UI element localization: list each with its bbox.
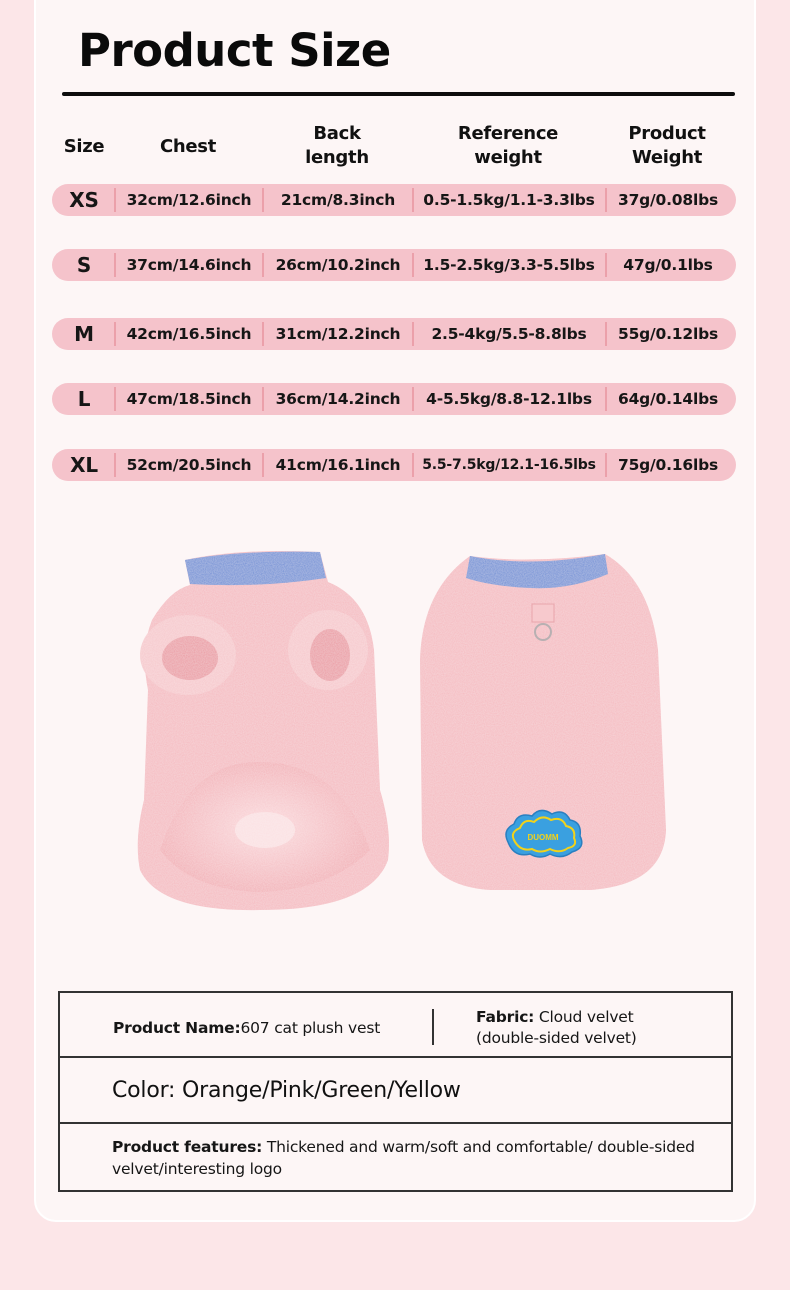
- size-row-l: [52, 383, 736, 415]
- cell-chest: 52cm/20.5inch: [126, 456, 252, 474]
- header-size: Size: [63, 136, 105, 157]
- leash-tab: [532, 604, 554, 622]
- info-row-color: [60, 1058, 731, 1124]
- cell-back-length: 41cm/16.1inch: [275, 456, 401, 474]
- cell-back-length: 21cm/8.3inch: [280, 191, 396, 209]
- cell-reference-weight: 2.5-4kg/5.5-8.8lbs: [431, 325, 587, 343]
- size-row-s: [52, 249, 736, 281]
- fabric: Fabric: Cloud velvet (double-sided velvet): [476, 1008, 637, 1047]
- title-underline: [62, 92, 735, 96]
- cell-reference-weight: 4-5.5kg/8.8-12.1lbs: [426, 390, 592, 408]
- header-chest: Chest: [159, 136, 217, 157]
- cell-chest: 42cm/16.5inch: [126, 325, 252, 343]
- header-back-length: Back length: [305, 123, 369, 168]
- header-product-weight: Product Weight: [628, 123, 706, 168]
- cell-product-weight: 75g/0.16lbs: [617, 456, 718, 474]
- cell-chest: 47cm/18.5inch: [126, 390, 252, 408]
- product-features: Product features: Thickened and warm/soft and comfortable/ double-sided velvet/interesting logo: [112, 1138, 695, 1178]
- cell-size: M: [74, 322, 94, 346]
- cell-product-weight: 55g/0.12lbs: [617, 325, 718, 343]
- cell-back-length: 36cm/14.2inch: [275, 390, 401, 408]
- header-reference-weight: Reference weight: [457, 123, 559, 168]
- cell-reference-weight: 0.5-1.5kg/1.1-3.3lbs: [423, 191, 595, 209]
- info-divider: [432, 1009, 434, 1045]
- page-title: Product Size: [78, 24, 391, 77]
- cell-reference-weight: 1.5-2.5kg/3.3-5.5lbs: [423, 256, 595, 274]
- product-info-box: [58, 991, 733, 1192]
- color-options: Color: Orange/Pink/Green/Yellow: [112, 1078, 461, 1103]
- cell-reference-weight: 5.5-7.5kg/12.1-16.5lbs: [422, 457, 596, 473]
- cell-back-length: 31cm/12.2inch: [275, 325, 401, 343]
- cell-product-weight: 64g/0.14lbs: [617, 390, 718, 408]
- cell-product-weight: 37g/0.08lbs: [617, 191, 718, 209]
- cell-size: XS: [69, 188, 99, 212]
- size-row-xl: [52, 449, 736, 481]
- cell-back-length: 26cm/10.2inch: [275, 256, 401, 274]
- cell-product-weight: 47g/0.1lbs: [623, 256, 713, 274]
- info-row-name-fabric: [60, 993, 731, 1058]
- cell-size: XL: [70, 453, 98, 477]
- cell-size: S: [76, 253, 92, 277]
- product-photos: [130, 540, 690, 925]
- product-name: Product Name:607 cat plush vest: [113, 1019, 381, 1037]
- info-row-features: [60, 1124, 731, 1192]
- cell-chest: 37cm/14.6inch: [126, 256, 252, 274]
- svg-text:DUOMM: DUOMM: [527, 833, 559, 842]
- vest-front-image: [138, 551, 389, 910]
- size-table-header: [52, 122, 736, 172]
- cell-size: L: [77, 387, 91, 411]
- cell-chest: 32cm/12.6inch: [126, 191, 252, 209]
- size-row-m: [52, 318, 736, 350]
- size-row-xs: [52, 184, 736, 216]
